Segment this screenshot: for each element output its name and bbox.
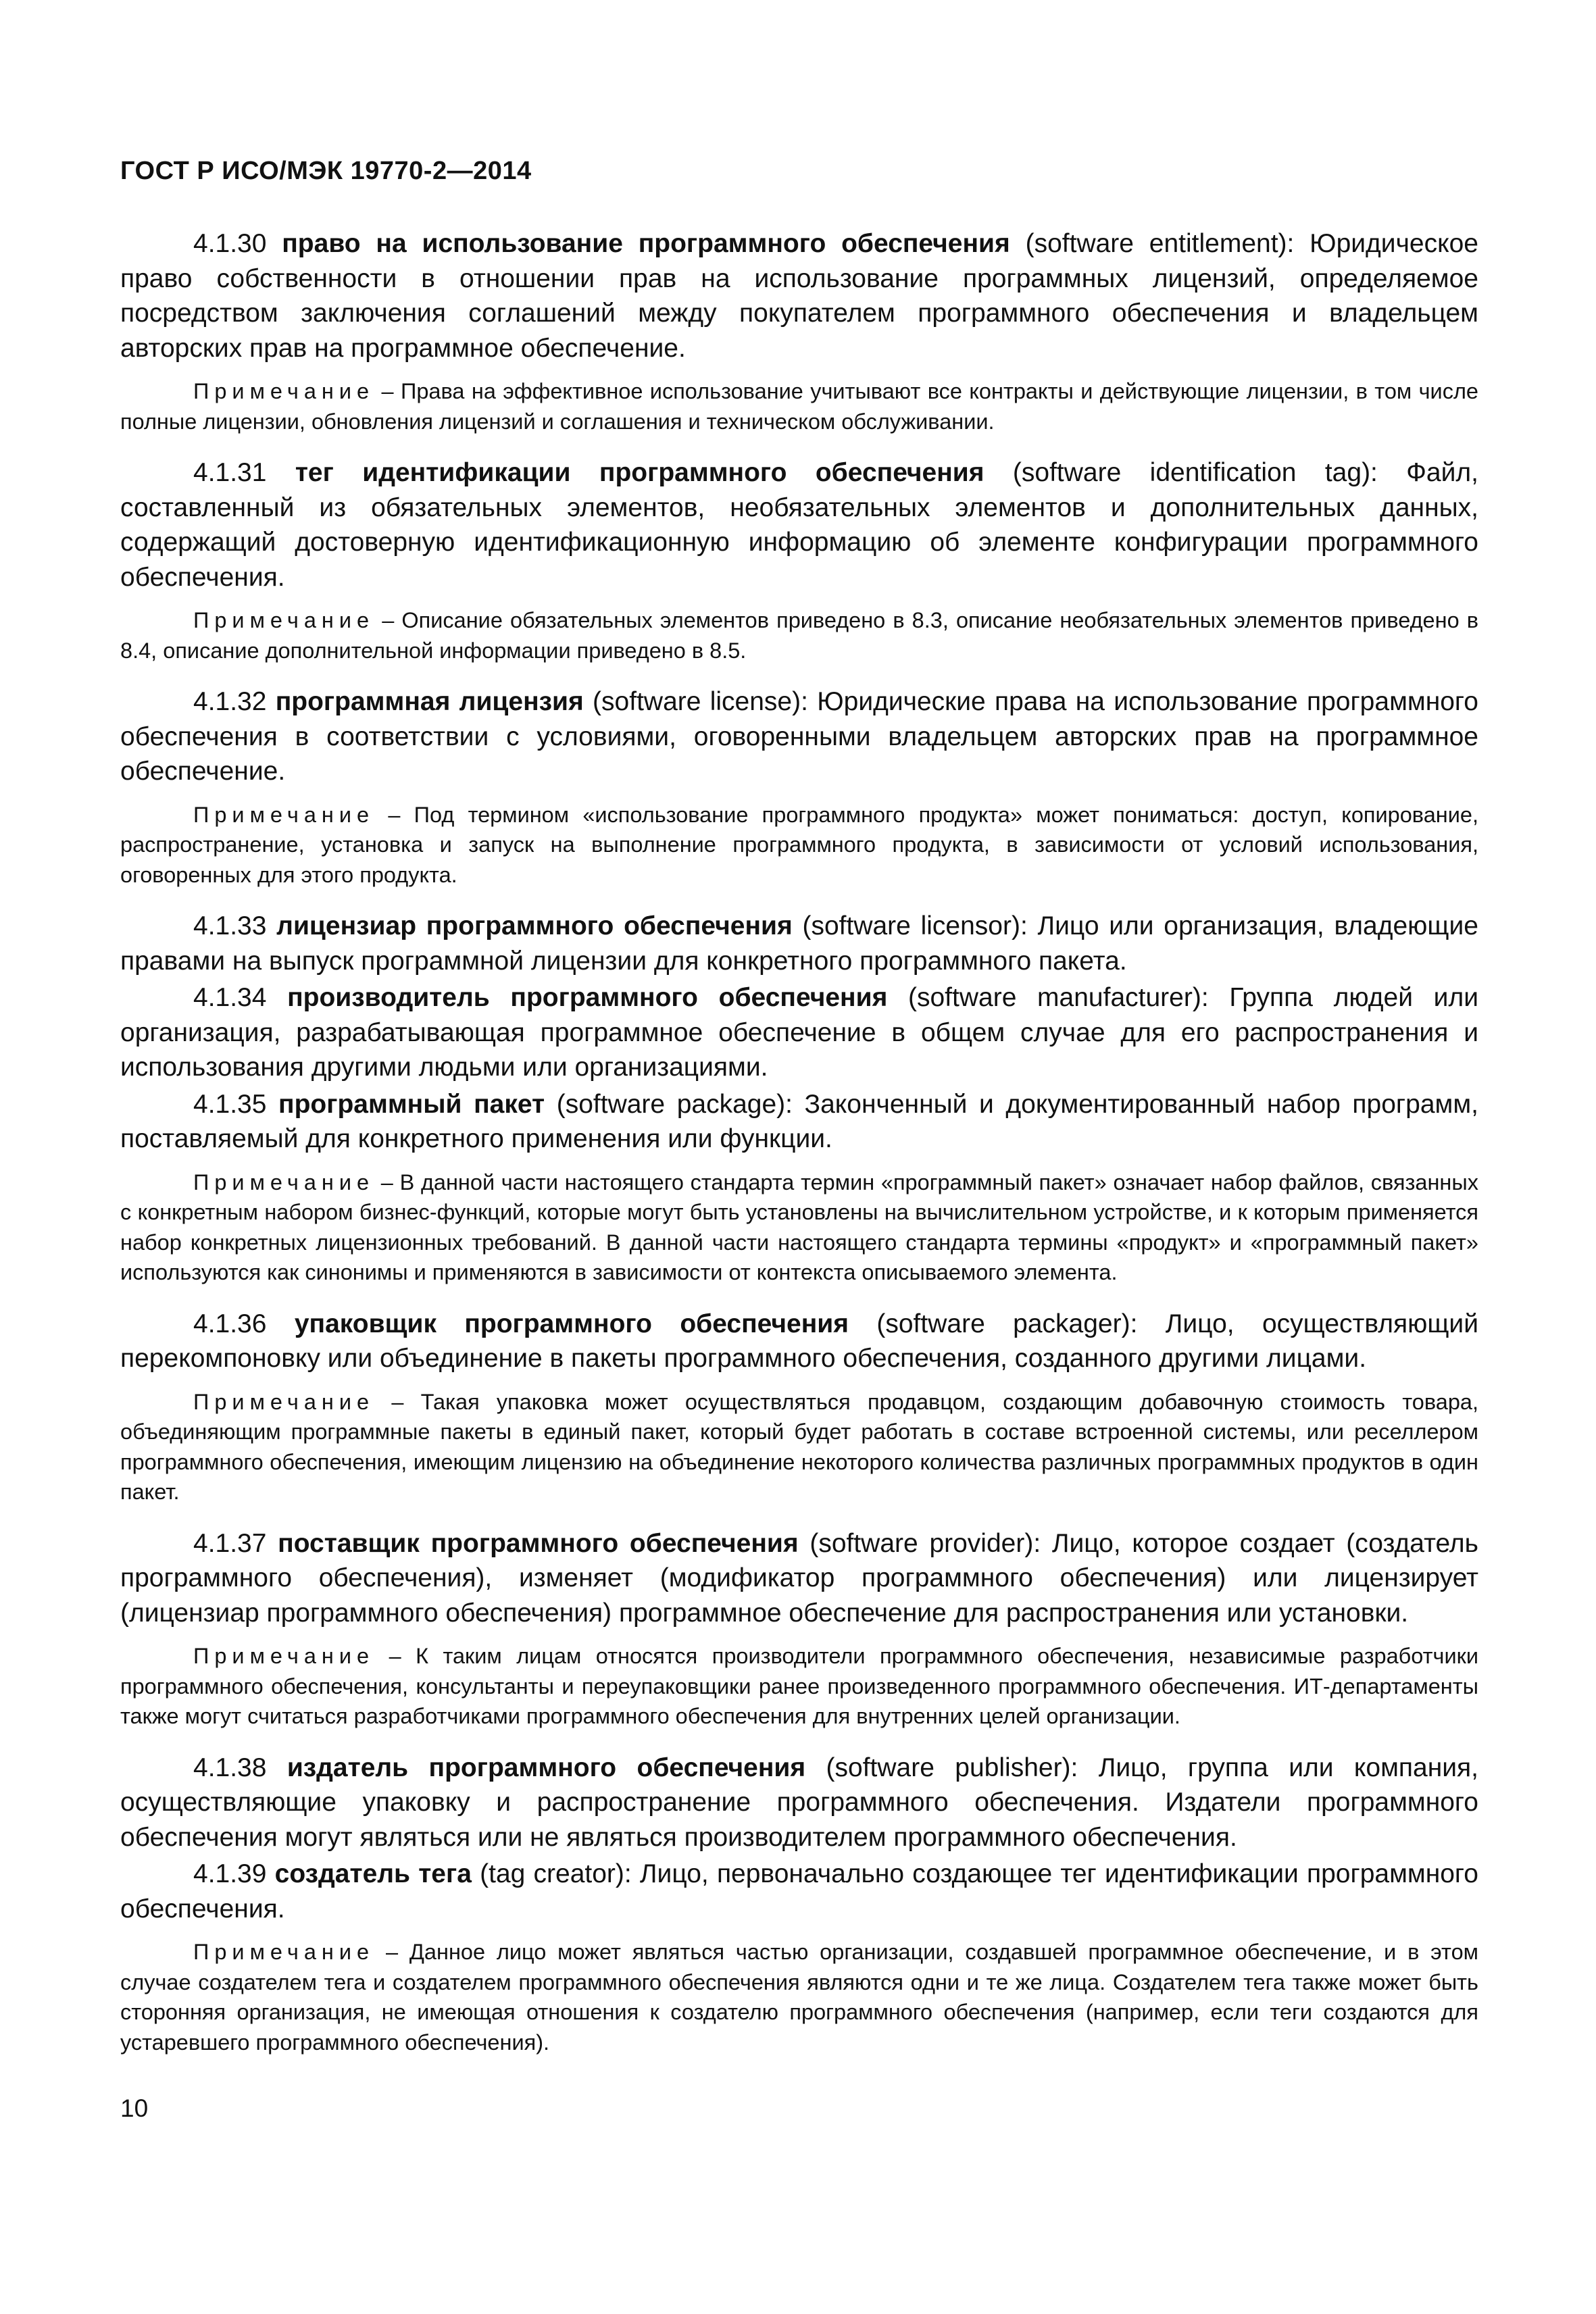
term-note bbox=[120, 1641, 1478, 1732]
note-dash: – bbox=[374, 1644, 416, 1668]
term-definition: (software license): Юридические права на использование программного обеспечения в соответствии с условиями, оговоренными владельцем авторских прав на программное обеспечение. bbox=[120, 687, 1478, 786]
term-definition: (tag creator): Лицо, первоначально создающее тег идентификации программного обеспечения. bbox=[120, 1859, 1478, 1923]
term-entry bbox=[120, 1857, 1478, 1926]
note-label: Примечание bbox=[193, 1940, 375, 1964]
term-name: право на использование программного обеспечения bbox=[282, 229, 1010, 258]
term-number: 4.1.30 bbox=[193, 229, 282, 258]
term-definition: (software publisher): Лицо, группа или компания, осуществляющие упаковку и распространение программного обеспечения. Издатели программного обеспечения могут являться или не являться производителем программного обеспечения. bbox=[120, 1753, 1478, 1852]
term-definition: (software provider): Лицо, которое создает (создатель программного обеспечения), изменяет (модификатор программного обеспечения) или лицензирует (лицензиар программного обеспечения) программное обеспечение для распространения или установки. bbox=[120, 1528, 1478, 1628]
term-number: 4.1.31 bbox=[193, 458, 295, 487]
page-number: 10 bbox=[120, 2094, 149, 2122]
term-entry bbox=[120, 226, 1478, 366]
term-entry bbox=[120, 455, 1478, 595]
term-definition: (software identification tag): Файл, составленный из обязательных элементов, необязательных элементов и дополнительных данных, содержащий достоверную идентификационную информацию об элементе конфигурации программного обеспечения. bbox=[120, 458, 1478, 592]
term-name: поставщик программного обеспечения bbox=[278, 1528, 799, 1558]
note-dash: – bbox=[374, 1169, 400, 1194]
term-definition: (software package): Законченный и документированный набор программ, поставляемый для конкретного применения или функции. bbox=[120, 1089, 1478, 1153]
note-text: Права на эффективное использование учитывают все контракты и действующие лицензии, в том числе полные лицензии, обновления лицензий и соглашения и техническом обслуживании. bbox=[120, 379, 1478, 434]
note-label: Примечание bbox=[193, 1644, 375, 1668]
term-definition: (software packager): Лицо, осуществляющий перекомпоновку или объединение в пакеты программного обеспечения, созданного другими лицами. bbox=[120, 1309, 1478, 1373]
term-note bbox=[120, 1387, 1478, 1507]
document-header: ГОСТ Р ИСО/МЭК 19770-2—2014 bbox=[120, 157, 532, 185]
note-text: В данной части настоящего стандарта термин «программный пакет» означает набор файлов, связанных с конкретным набором бизнес-функций, которые могут быть установлены на вычислительном устройстве, и к которым применяется набор конкретных лицензионных требований. В данной части настоящего стандарта термины «продукт» и «программный пакет» используются как синонимы и применяются в зависимости от контекста описываемого элемента. bbox=[120, 1169, 1478, 1284]
note-dash: – bbox=[374, 608, 402, 632]
note-dash: – bbox=[374, 379, 401, 403]
term-definition: (software entitlement): Юридическое право собственности в отношении прав на использование программных лицензий, определяемое посредством заключения соглашений между покупателем программного обеспечения и владельцем авторских прав на программное обеспечение. bbox=[120, 229, 1478, 363]
note-text: Описание обязательных элементов приведено в 8.3, описание необязательных элементов приведено в 8.4, описание дополнительной информации приведено в 8.5. bbox=[120, 608, 1479, 663]
term-note bbox=[120, 800, 1478, 890]
term-number: 4.1.33 bbox=[193, 911, 277, 940]
term-number: 4.1.36 bbox=[193, 1309, 295, 1338]
term-number: 4.1.37 bbox=[193, 1528, 278, 1558]
term-name: производитель программного обеспечения bbox=[287, 983, 888, 1012]
term-name: программный пакет bbox=[278, 1089, 545, 1119]
term-note bbox=[120, 1167, 1478, 1288]
term-entry bbox=[120, 1087, 1478, 1157]
term-name: издатель программного обеспечения bbox=[286, 1753, 806, 1782]
term-note bbox=[120, 1937, 1478, 2057]
term-entry bbox=[120, 980, 1478, 1085]
note-text: К таким лицам относятся производители программного обеспечения, независимые разработчики программного обеспечения, консультанты и переупаковщики ранее произведенного программного обеспечения. ИТ-департаменты также могут считаться разработчиками программного обеспечения для внутренних целей организации. bbox=[120, 1644, 1478, 1728]
term-number: 4.1.32 bbox=[193, 687, 276, 716]
note-text: Такая упаковка может осуществляться продавцом, создающим добавочную стоимость товара, объединяющим программные пакеты в единый пакет, который будет работать в составе встроенной системы, или реселлером программного обеспечения, имеющим лицензию на объединение некоторого количества различных программных продуктов в один пакет. bbox=[120, 1389, 1478, 1504]
note-label: Примечание bbox=[193, 1169, 375, 1194]
note-text: Под термином «использование программного продукта» может пониматься: доступ, копирование, распространение, установка и запуск на выполнение программного продукта, в зависимости от условий использования, оговоренных для этого продукта. bbox=[120, 802, 1478, 887]
term-name: тег идентификации программного обеспечения bbox=[295, 458, 984, 487]
note-dash: – bbox=[374, 802, 414, 827]
note-dash: – bbox=[374, 1940, 409, 1964]
term-name: упаковщик программного обеспечения bbox=[294, 1309, 849, 1338]
term-name: создатель тега bbox=[274, 1859, 472, 1888]
term-note bbox=[120, 605, 1478, 665]
term-definition: (software licensor): Лицо или организация, владеющие правами на выпуск программной лицензии для конкретного программного пакета. bbox=[120, 911, 1478, 976]
term-number: 4.1.35 bbox=[193, 1089, 279, 1119]
term-note bbox=[120, 376, 1478, 436]
term-number: 4.1.39 bbox=[193, 1859, 275, 1888]
term-definition: (software manufacturer): Группа людей или организация, разрабатывающая программное обеспечение в общем случае для его распространения и использования другими людьми или организациями. bbox=[120, 983, 1478, 1082]
note-text: Данное лицо может являться частью организации, создавшей программное обеспечение, и в этом случае создателем тега и создателем программного обеспечения являются одни и те же лица. Создателем тега также может быть сторонняя организация, не имеющая отношения к создателю программного обеспечения (например, если теги создаются для устаревшего программного обеспечения). bbox=[120, 1940, 1478, 2055]
term-entry bbox=[120, 1751, 1478, 1855]
term-entry bbox=[120, 909, 1478, 978]
term-entry bbox=[120, 684, 1478, 789]
term-entry bbox=[120, 1526, 1478, 1631]
term-entry bbox=[120, 1307, 1478, 1376]
note-label: Примечание bbox=[193, 379, 375, 403]
note-label: Примечание bbox=[193, 608, 375, 632]
note-dash: – bbox=[374, 1389, 421, 1414]
term-name: программная лицензия bbox=[275, 687, 584, 716]
term-number: 4.1.34 bbox=[193, 983, 288, 1012]
note-label: Примечание bbox=[193, 802, 375, 827]
page-content bbox=[120, 226, 1478, 2076]
term-number: 4.1.38 bbox=[193, 1753, 287, 1782]
term-name: лицензиар программного обеспечения bbox=[276, 911, 793, 940]
note-label: Примечание bbox=[193, 1389, 375, 1414]
